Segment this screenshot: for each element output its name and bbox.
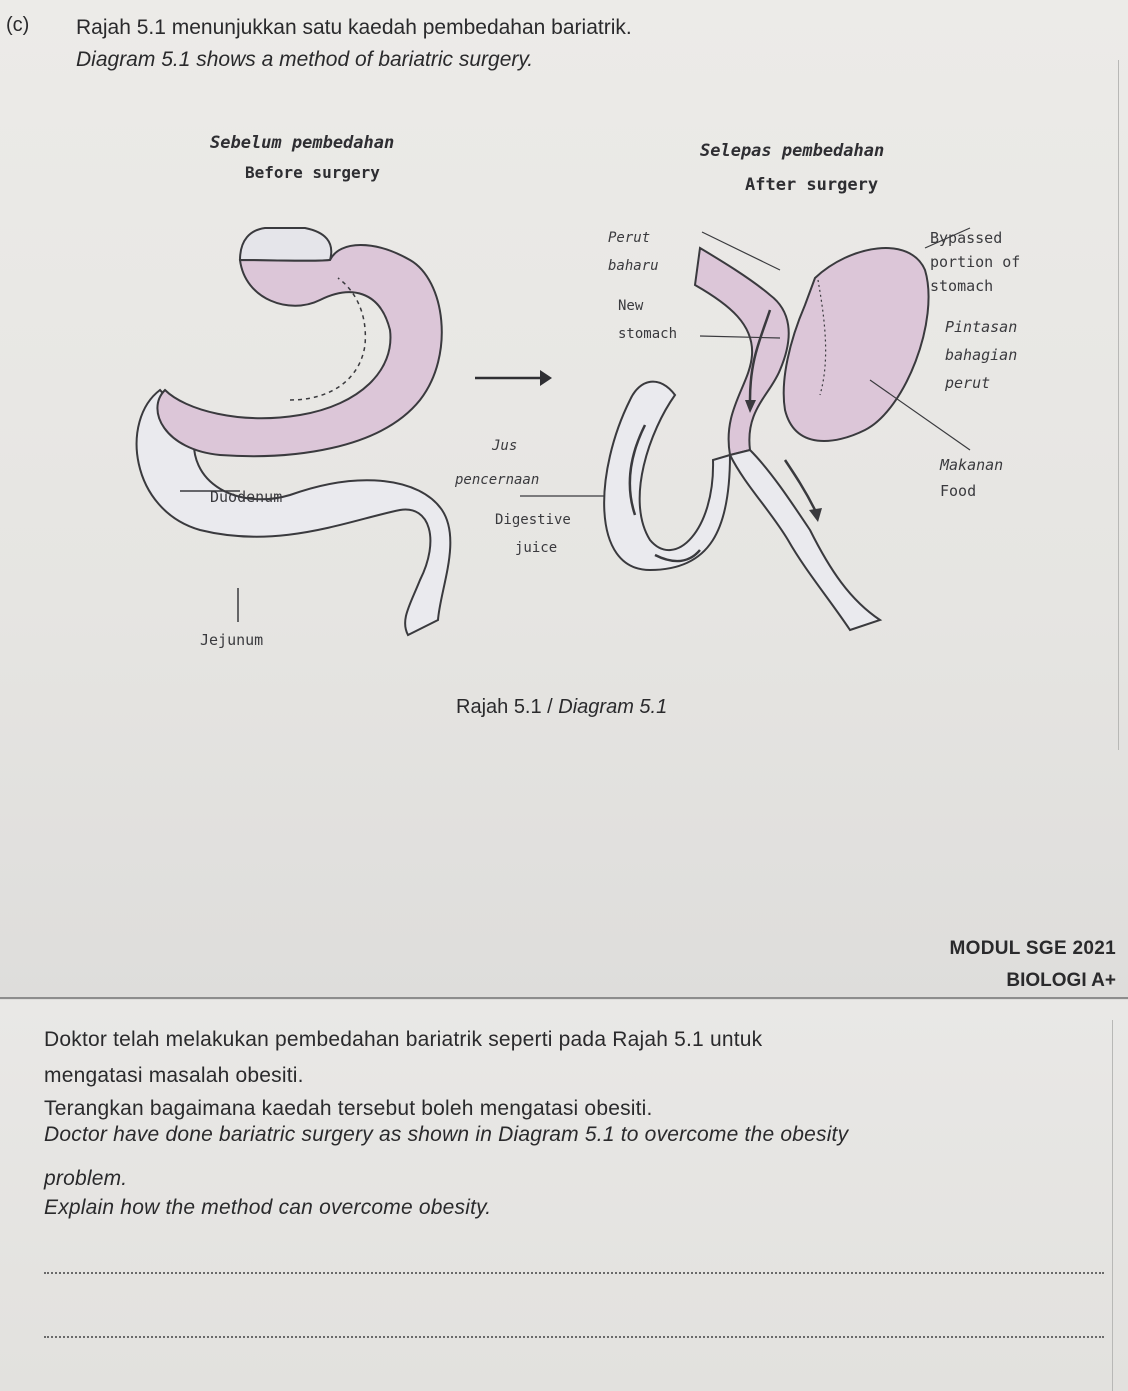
label-jus-line2: pencernaan <box>455 472 540 488</box>
paragraph-line-6: Explain how the method can overcome obesity. <box>44 1196 492 1219</box>
after-intestine-loop <box>730 450 880 630</box>
bypassed-stomach <box>784 248 929 441</box>
label-new-stomach-line1: New <box>618 298 644 314</box>
paragraph-line-2: mengatasi masalah obesiti. <box>44 1064 304 1087</box>
before-heading-english: Before surgery <box>245 163 380 182</box>
before-stomach-illustration <box>137 228 451 635</box>
paragraph-line-1: Doktor telah melakukan pembedahan bariatrik seperti pada Rajah 5.1 untuk <box>44 1028 763 1051</box>
before-esophagus <box>240 228 331 261</box>
bariatric-surgery-diagram <box>90 110 1100 690</box>
label-perut-line1: Perut <box>608 230 651 246</box>
label-pintasan-line1: Pintasan <box>945 318 1018 336</box>
caption-english: Diagram 5.1 <box>558 696 668 718</box>
after-heading-english: After surgery <box>745 175 879 195</box>
label-makanan: Makanan <box>940 456 1004 474</box>
label-bypassed-line2: portion of <box>930 253 1021 271</box>
paragraph-line-4: Doctor have done bariatric surgery as shown in Diagram 5.1 to overcome the obesity <box>44 1123 849 1146</box>
question-text-malay: Rajah 5.1 menunjukkan satu kaedah pembedahan bariatrik. <box>76 16 632 39</box>
label-bypassed-line3: stomach <box>930 277 994 295</box>
label-jejunum: Jejunum <box>200 631 264 649</box>
label-digestive-line2: juice <box>515 540 558 556</box>
after-heading-malay: Selepas pembedahan <box>700 141 885 161</box>
label-pintasan-line3: perut <box>945 374 991 392</box>
right-margin-rule <box>1118 60 1119 750</box>
label-pintasan-line2: bahagian <box>945 346 1018 364</box>
after-stomach-illustration <box>604 228 970 630</box>
question-text-english: Diagram 5.1 shows a method of bariatric surgery. <box>76 48 534 71</box>
diagram-caption <box>456 696 667 719</box>
subject-label: BIOLOGI A+ <box>1006 970 1116 991</box>
answer-line-2[interactable] <box>44 1336 1104 1338</box>
paragraph-line-3: Terangkan bagaimana kaedah tersebut boleh mengatasi obesiti. <box>44 1097 653 1120</box>
before-stomach <box>157 245 441 456</box>
label-jus-line1: Jus <box>492 438 518 454</box>
question-label: (c) <box>6 14 30 36</box>
paragraph-line-5: problem. <box>44 1167 128 1190</box>
label-digestive-line1: Digestive <box>495 512 571 528</box>
answer-line-1[interactable] <box>44 1272 1104 1274</box>
before-heading-malay: Sebelum pembedahan <box>210 133 395 153</box>
label-food: Food <box>940 482 977 500</box>
label-bypassed-line1: Bypassed <box>930 229 1003 247</box>
label-duodenum: Duodenum <box>210 488 283 506</box>
caption-malay: Rajah 5.1 / <box>456 696 553 718</box>
new-stomach-pouch <box>695 248 789 455</box>
page-divider <box>0 997 1128 999</box>
right-margin-rule-lower <box>1112 1020 1113 1391</box>
label-new-stomach-line2: stomach <box>618 326 678 342</box>
label-perut-line2: baharu <box>608 258 659 274</box>
after-roux-limb <box>604 382 730 570</box>
transition-arrow <box>475 370 552 386</box>
module-label: MODUL SGE 2021 <box>949 938 1116 959</box>
